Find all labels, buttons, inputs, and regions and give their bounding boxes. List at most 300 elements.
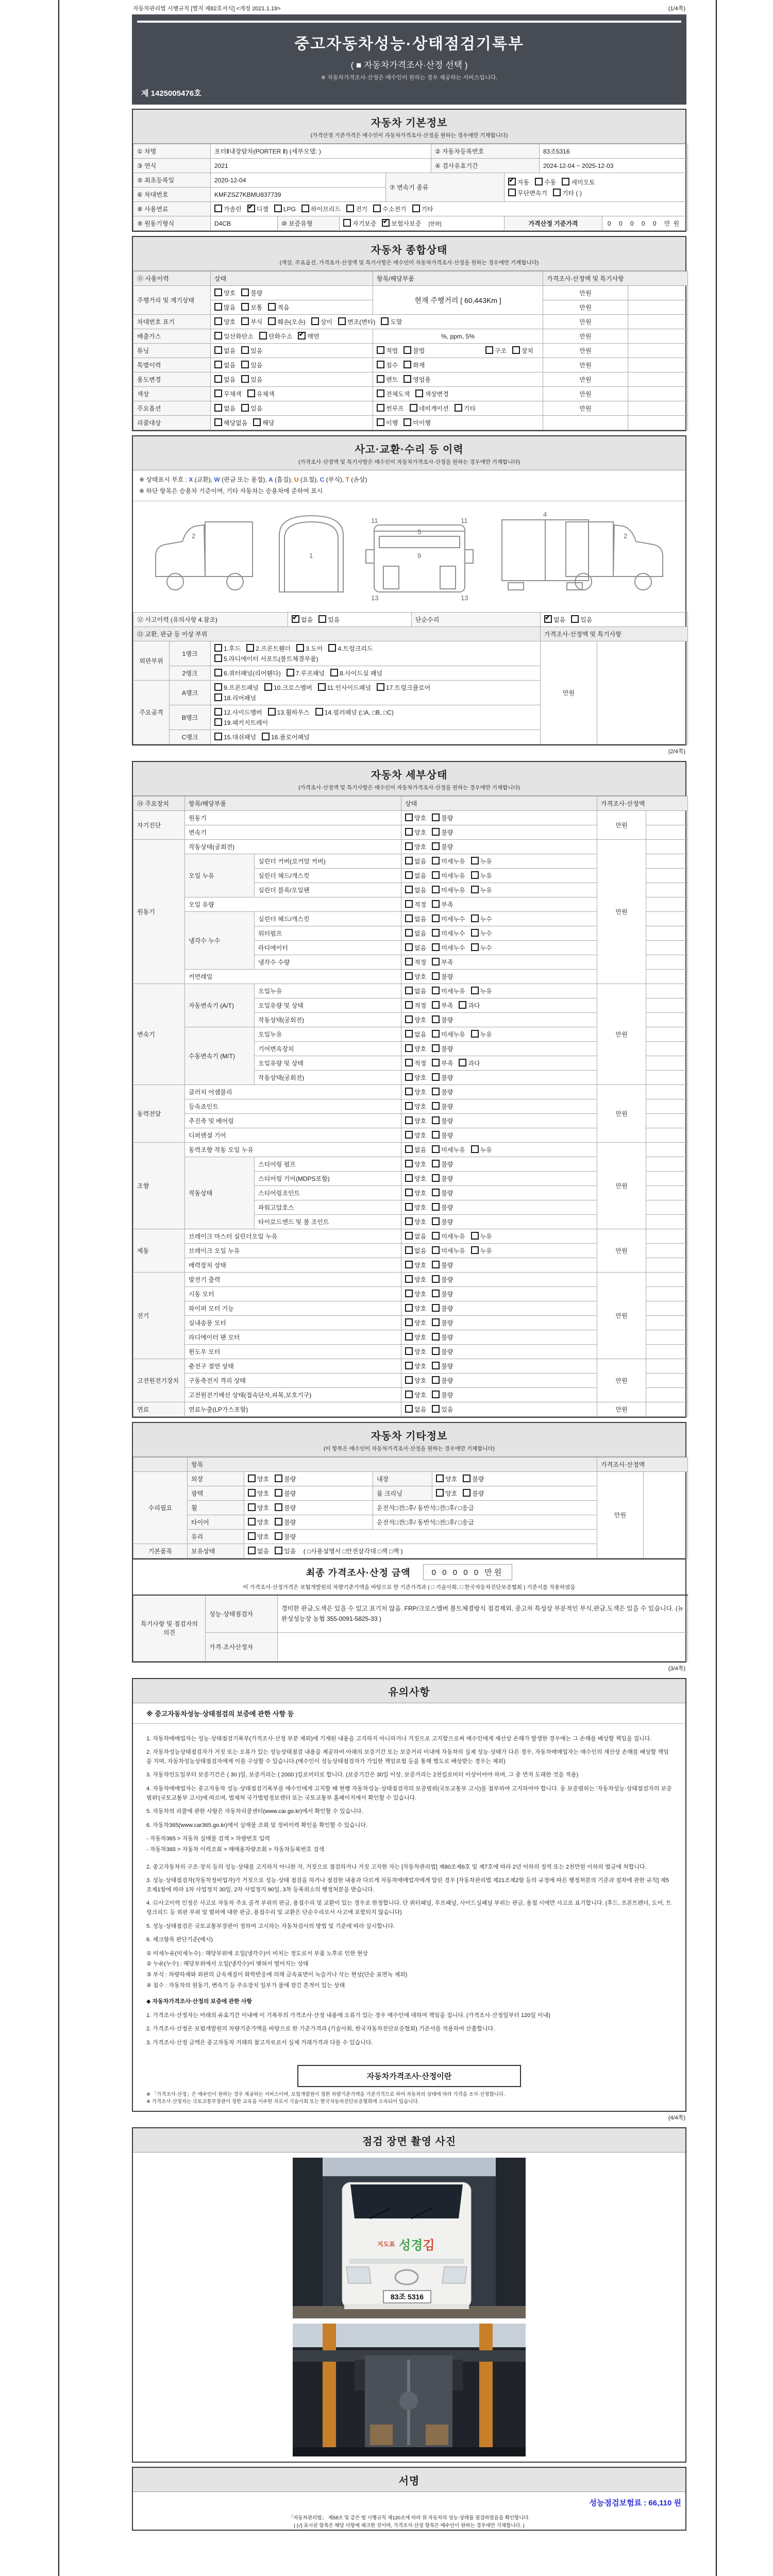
checkbox-없음[interactable]: [248, 1547, 256, 1554]
checkbox-부족[interactable]: [432, 958, 440, 965]
option-있음: [241, 361, 262, 369]
row-label: 고전원전기배선 상태(접속단자,피복,보호기구): [185, 1388, 401, 1402]
checkbox-불량[interactable]: [432, 972, 440, 980]
checkbox-5.라디에이터 서포트(볼트체결부품)[interactable]: [214, 654, 222, 662]
panel-frame-table: [133, 626, 688, 744]
checkbox-불량[interactable]: [432, 1261, 440, 1268]
checkbox-양호[interactable]: [214, 317, 222, 325]
checkbox-미세누수[interactable]: [432, 929, 440, 937]
checkbox-적정[interactable]: [405, 1001, 413, 1009]
checkbox-불량[interactable]: [463, 1489, 470, 1497]
notice-item: 2. 중고자동차의 구조·장치 등의 성능·상태를 고지하지 아니한 자, 거짓으로 점검하거나 거짓 고지한 자는 [자동차관리법] 제80조제6호 및 제7호에 따라 2년 이하의 징역 또는 2천만원 이하의 벌금에 처합니다.: [146, 1863, 647, 1870]
inspection-photo-front: [293, 2158, 526, 2318]
checkbox-무단변속기[interactable]: [508, 189, 516, 196]
checkbox-전체도색[interactable]: [377, 389, 384, 397]
option-label: 불량: [441, 1276, 453, 1284]
notice-item: 3. 자동차인도일부터 보증기간은 ( 30 )일, 보증거리는 ( 2000 )킬로미터로 합니다. (보증기간은 30일 이상, 보증거리는 2천킬로미터 이상이어야 하며, 그 중 먼저 도래한 것을 적용): [146, 1772, 579, 1778]
notice-item: 6. 체크항목 판단기준(예시): [146, 1937, 213, 1943]
checkbox-해당[interactable]: [253, 418, 261, 426]
checkbox-유채색[interactable]: [247, 389, 255, 397]
option-없음: [405, 914, 426, 923]
usage-change-detail: [373, 372, 543, 387]
checkbox-불량[interactable]: [432, 842, 440, 850]
checkbox-양호[interactable]: [405, 828, 413, 836]
checkbox-양호[interactable]: [405, 1362, 413, 1369]
checkbox-미세누유[interactable]: [432, 1246, 440, 1254]
option-없음: [405, 871, 426, 880]
checkbox-화재[interactable]: [404, 361, 411, 368]
checkbox-양호[interactable]: [248, 1489, 256, 1497]
row-options: [401, 955, 597, 970]
checkbox-있음[interactable]: [241, 346, 249, 354]
row-label: 냉각수 수량: [255, 955, 401, 970]
checkbox-11.인사이드패널[interactable]: [318, 683, 326, 691]
checkbox-미세누유[interactable]: [432, 987, 440, 994]
checkbox-없음[interactable]: [405, 914, 413, 922]
option-label: 양호: [414, 1132, 427, 1140]
checkbox-18.리어패널[interactable]: [214, 693, 222, 701]
row-options: [401, 1345, 597, 1359]
checkbox-불량[interactable]: [463, 1475, 470, 1482]
option-양호: [405, 1376, 426, 1385]
checkbox-불량[interactable]: [432, 1347, 440, 1355]
option-불량: [432, 972, 453, 981]
checkbox-누유[interactable]: [471, 1145, 479, 1153]
checkbox-양호[interactable]: [405, 1203, 413, 1211]
option-불량: [432, 1174, 453, 1183]
checkbox-미세누수[interactable]: [432, 914, 440, 922]
checkbox-누유[interactable]: [471, 886, 479, 893]
option-label: 양호: [257, 1519, 270, 1527]
note-cell: [628, 401, 688, 416]
notice-item: 6. 자동차365(www.car365.go.kr)에서 실매물 조회 및 정비이력 확인을 확인할 수 있습니다.: [146, 1822, 368, 1828]
checkbox-불량[interactable]: [241, 289, 249, 296]
checkbox-과다[interactable]: [459, 1001, 466, 1009]
checkbox-불량[interactable]: [432, 1189, 440, 1196]
option-label: 불량: [441, 1190, 453, 1197]
option-label: 양호: [257, 1476, 270, 1483]
row-options: [401, 1330, 597, 1345]
checkbox-없음[interactable]: [544, 615, 552, 623]
row-options: [401, 998, 597, 1013]
checkbox-불량[interactable]: [432, 1088, 440, 1095]
checkbox-양호[interactable]: [405, 1160, 413, 1167]
checkbox-양호[interactable]: [405, 972, 413, 980]
checkbox-누수[interactable]: [471, 943, 479, 951]
checkbox-없음[interactable]: [292, 615, 299, 623]
checkbox-없음[interactable]: [405, 1246, 413, 1254]
note-cell: [646, 1143, 688, 1157]
checkbox-렌트[interactable]: [377, 375, 384, 383]
option-미세누유: [432, 871, 465, 880]
checkbox-양호[interactable]: [248, 1518, 256, 1526]
checkbox-3.도어[interactable]: [296, 644, 304, 652]
checkbox-있음[interactable]: [241, 375, 249, 383]
checkbox-양호[interactable]: [436, 1489, 444, 1497]
option-15.대쉬패널: [214, 733, 256, 741]
checkbox-미세누유[interactable]: [432, 1145, 440, 1153]
option-label: 불량: [284, 1476, 296, 1483]
rank2-label: 2랭크: [170, 666, 211, 681]
checkbox-매연[interactable]: [298, 332, 306, 340]
checkbox-양호[interactable]: [405, 1333, 413, 1341]
checkbox-수동[interactable]: [535, 178, 543, 185]
checkbox-7.루프패널[interactable]: [287, 669, 294, 676]
option-label: 화재: [413, 362, 425, 369]
row-label: 연료누출(LP가스포함): [185, 1402, 401, 1417]
checkbox-영업용[interactable]: [404, 375, 411, 383]
checkbox-양호[interactable]: [405, 1217, 413, 1225]
checkbox-보험사보증[interactable]: [382, 219, 390, 227]
price-cell: 만원: [543, 358, 628, 372]
checkbox-13.휠하우스[interactable]: [268, 708, 276, 716]
option-label: 미세누유: [441, 858, 465, 866]
checkbox-이행[interactable]: [377, 418, 384, 426]
etc-header: [133, 1423, 685, 1457]
checkbox-양호[interactable]: [405, 1189, 413, 1196]
checkbox-변조(변타)[interactable]: [338, 317, 346, 325]
option-없음: [248, 1547, 269, 1555]
checkbox-양호[interactable]: [405, 1116, 413, 1124]
checkbox-불량[interactable]: [432, 1391, 440, 1398]
checkbox-도말[interactable]: [381, 317, 389, 325]
checkbox-누유[interactable]: [471, 1232, 479, 1240]
checkbox-4.트렁크리드[interactable]: [328, 644, 336, 652]
option-양호: [405, 1174, 426, 1183]
checkbox-적법[interactable]: [377, 346, 384, 354]
overall-h3: 항목/해당부품: [373, 272, 543, 286]
option-부족: [432, 958, 453, 967]
option-label: 양호: [414, 1334, 427, 1342]
checkbox-네비게이션[interactable]: [410, 404, 417, 412]
checkbox-있음[interactable]: [275, 1547, 282, 1554]
checkbox-훼손(오손)[interactable]: [268, 317, 276, 325]
sub-mt: 수동변속기 (M/T): [185, 1027, 255, 1085]
appraisal-note-1: ※ 「가격조사·산정」은 매수인이 원하는 경우 제공하는 서비스이며, 보험개발원이 정한 차량기준가액을 기준가격으로 하여 자동차의 상태에 따라 가격을 조사·산정합니다.: [146, 2091, 505, 2097]
option-label: 불량: [441, 1045, 453, 1053]
option-미세누유: [432, 1145, 465, 1154]
checkbox-있음[interactable]: [318, 615, 326, 623]
checkbox-있음[interactable]: [432, 1405, 440, 1413]
checkbox-과다[interactable]: [459, 1059, 466, 1066]
mileage-state-options: [211, 286, 373, 300]
option-label: 누수: [480, 944, 492, 952]
checkbox-기타 ( )[interactable]: [553, 189, 561, 196]
checkbox-미세누유[interactable]: [432, 1030, 440, 1038]
checkbox-색상변경[interactable]: [415, 389, 423, 397]
checkbox-양호[interactable]: [405, 1015, 413, 1023]
checkbox-가솔린[interactable]: [214, 205, 222, 212]
checkbox-불량[interactable]: [432, 1362, 440, 1369]
checkbox-불량[interactable]: [432, 1131, 440, 1139]
checkbox-불량[interactable]: [432, 1102, 440, 1110]
checkbox-미세누유[interactable]: [432, 1232, 440, 1240]
checkbox-부족[interactable]: [432, 1001, 440, 1009]
checkbox-썬루프[interactable]: [377, 404, 384, 412]
checkbox-6.쿼터패널(리어휀다)[interactable]: [214, 669, 222, 676]
checkbox-보통[interactable]: [241, 303, 249, 311]
option-label: 16.플로어패널: [271, 734, 310, 741]
option-label: 기타: [421, 206, 433, 213]
checkbox-부식[interactable]: [241, 317, 249, 325]
section-detail-condition: [132, 761, 686, 1418]
checkbox-양호[interactable]: [405, 1044, 413, 1052]
legend-segment: (부식),: [324, 476, 346, 483]
checkbox-디젤[interactable]: [247, 205, 255, 212]
current-mileage: 현재 주행거리 [ 60,443Km ]: [373, 286, 543, 315]
checkbox-불량[interactable]: [432, 1304, 440, 1312]
checkbox-기타[interactable]: [455, 404, 462, 412]
checkbox-불량[interactable]: [432, 1376, 440, 1384]
checkbox-불량[interactable]: [432, 1044, 440, 1052]
checkbox-양호[interactable]: [248, 1532, 256, 1540]
option-양호: [405, 972, 426, 981]
legend-segment: C: [320, 476, 325, 483]
checkbox-양호[interactable]: [405, 814, 413, 821]
option-label: 1.후드: [224, 645, 241, 653]
checkbox-누수[interactable]: [471, 914, 479, 922]
checkbox-10.크로스멤버[interactable]: [264, 683, 272, 691]
option-영업용: [404, 375, 431, 384]
legend-segment: (요철),: [298, 476, 320, 483]
option-불량: [432, 1203, 453, 1212]
option-14.필러패널 (□A, □B, □C): [315, 708, 394, 717]
checkbox-누유[interactable]: [471, 987, 479, 994]
note-cell: [646, 854, 688, 869]
checkbox-양호[interactable]: [405, 1376, 413, 1384]
notice-item: 5. 자동차의 리콜에 관한 사항은 자동차리콜센터(www.car.go.kr)에서 확인할 수 있습니다.: [146, 1808, 363, 1815]
checkbox-불량[interactable]: [432, 1160, 440, 1167]
note-cell: [644, 1472, 688, 1558]
checkbox-없음[interactable]: [405, 886, 413, 893]
checkbox-불량[interactable]: [275, 1518, 282, 1526]
row-options: [401, 1099, 597, 1114]
checkbox-없음[interactable]: [214, 361, 222, 368]
option-label: 없음: [414, 872, 427, 880]
checkbox-없음[interactable]: [405, 929, 413, 937]
final-price-label: 최종 가격조사·산정 금액: [306, 1567, 411, 1578]
checkbox-양호[interactable]: [214, 289, 222, 296]
checkbox-없음[interactable]: [405, 1145, 413, 1153]
checkbox-14.필러패널 (□A, □B, □C)[interactable]: [315, 708, 323, 716]
checkbox-9.프론트패널[interactable]: [214, 683, 222, 691]
checkbox-불량[interactable]: [432, 828, 440, 836]
checkbox-없음[interactable]: [405, 1405, 413, 1413]
checkbox-불량[interactable]: [275, 1503, 282, 1511]
checkbox-양호[interactable]: [405, 1131, 413, 1139]
option-양호: [405, 842, 426, 851]
note-cell: [646, 869, 688, 883]
checkbox-미이행[interactable]: [404, 418, 411, 426]
rankB-options: [211, 705, 541, 730]
checkbox-하이브리드[interactable]: [301, 205, 309, 212]
option-9.프론트패널: [214, 683, 259, 692]
option-부족: [432, 1059, 453, 1067]
checkbox-불량[interactable]: [432, 1116, 440, 1124]
checkbox-12.사이드멤버[interactable]: [214, 708, 222, 716]
checkbox-일산화탄소[interactable]: [214, 332, 222, 340]
checkbox-없음[interactable]: [214, 375, 222, 383]
checkbox-누유[interactable]: [471, 871, 479, 879]
checkbox-구조[interactable]: [485, 346, 493, 354]
option-label: 양호: [414, 843, 427, 851]
checkbox-미세누유[interactable]: [432, 857, 440, 865]
checkbox-불량[interactable]: [275, 1532, 282, 1540]
checkbox-탄화수소[interactable]: [259, 332, 267, 340]
checkbox-있음[interactable]: [571, 615, 579, 623]
checkbox-양호[interactable]: [405, 1391, 413, 1398]
checkbox-미세누유[interactable]: [432, 886, 440, 893]
checkbox-상이[interactable]: [311, 317, 319, 325]
option-label: 불량: [441, 1074, 453, 1082]
checkbox-양호[interactable]: [405, 1174, 413, 1182]
option-label: 17.트렁크플로어: [385, 684, 431, 692]
checkbox-없음[interactable]: [405, 987, 413, 994]
checkbox-없음[interactable]: [214, 346, 222, 354]
checkbox-있음[interactable]: [241, 404, 249, 412]
checkbox-누수[interactable]: [471, 929, 479, 937]
checkbox-양호[interactable]: [405, 1290, 413, 1297]
checkbox-15.대쉬패널[interactable]: [214, 733, 222, 740]
checkbox-양호[interactable]: [405, 1088, 413, 1095]
checkbox-적음[interactable]: [268, 303, 276, 311]
checkbox-미세누수[interactable]: [432, 943, 440, 951]
checkbox-양호[interactable]: [405, 1102, 413, 1110]
checkbox-불량[interactable]: [432, 1073, 440, 1081]
option-label: 매연: [307, 333, 320, 340]
checkbox-적정[interactable]: [405, 958, 413, 965]
checkbox-불량[interactable]: [432, 1217, 440, 1225]
checkbox-불량[interactable]: [432, 1333, 440, 1341]
note-cell: [646, 1388, 688, 1402]
section-photos: [132, 2127, 686, 2463]
checkbox-누유[interactable]: [471, 1246, 479, 1254]
checkbox-부족[interactable]: [432, 900, 440, 908]
checkbox-불량[interactable]: [275, 1475, 282, 1482]
checkbox-적정[interactable]: [405, 900, 413, 908]
accident-history-options: [288, 613, 412, 627]
checkbox-양호[interactable]: [248, 1503, 256, 1511]
note-cell: [628, 344, 688, 358]
checkbox-있음[interactable]: [241, 361, 249, 368]
checkbox-19.패키지트레이[interactable]: [214, 718, 222, 726]
checkbox-많음[interactable]: [214, 303, 222, 311]
checkbox-없음[interactable]: [405, 871, 413, 879]
option-label: 부족: [441, 901, 453, 909]
checkbox-LPG[interactable]: [274, 205, 282, 212]
option-label: 없음: [414, 887, 427, 894]
checkbox-부족[interactable]: [432, 1059, 440, 1066]
checkbox-불량[interactable]: [432, 814, 440, 821]
checkbox-불량[interactable]: [432, 1275, 440, 1283]
checkbox-불량[interactable]: [432, 1174, 440, 1182]
checkbox-17.트렁크플로어[interactable]: [377, 683, 384, 691]
option-기타: [412, 205, 433, 213]
checkbox-적정[interactable]: [405, 1059, 413, 1066]
checkbox-무채색[interactable]: [214, 389, 222, 397]
row-label: 윈도우 모터: [185, 1345, 401, 1359]
checkbox-기타[interactable]: [412, 205, 420, 212]
row-options: [401, 1114, 597, 1128]
checkbox-누유[interactable]: [471, 1030, 479, 1038]
checkbox-불법[interactable]: [404, 346, 411, 354]
option-적정: [405, 958, 426, 967]
checkbox-자동[interactable]: [508, 178, 516, 185]
fuel-label: ⑧ 사용연료: [133, 202, 211, 216]
vin-mark-label: 차대번호 표기: [133, 315, 211, 329]
checkbox-장치[interactable]: [512, 346, 520, 354]
option-16.플로어패널: [262, 733, 310, 741]
checkbox-자기보증[interactable]: [343, 219, 351, 227]
checkbox-양호[interactable]: [405, 1261, 413, 1268]
option-19.패키지트레이: [214, 718, 268, 727]
checkbox-1.후드[interactable]: [214, 644, 222, 652]
checkbox-전기[interactable]: [346, 205, 354, 212]
main-option-detail: [373, 401, 543, 416]
checkbox-불량[interactable]: [432, 1203, 440, 1211]
checkbox-양호[interactable]: [405, 842, 413, 850]
checkbox-양호[interactable]: [405, 1275, 413, 1283]
checkbox-불량[interactable]: [432, 1318, 440, 1326]
option-양호: [405, 1044, 426, 1053]
note-cell: [628, 300, 688, 315]
checkbox-해당없음[interactable]: [214, 418, 222, 426]
rank1-label: 1랭크: [170, 641, 211, 666]
checkbox-누유[interactable]: [471, 857, 479, 865]
option-label: 장치: [521, 347, 533, 354]
option-label: 없음: [224, 405, 236, 412]
checkbox-양호[interactable]: [405, 1318, 413, 1326]
checkbox-수소전기[interactable]: [373, 205, 381, 212]
option-하이브리드: [301, 205, 341, 213]
rankA-options: [211, 681, 541, 705]
checkbox-양호[interactable]: [436, 1475, 444, 1482]
checkbox-2.프론트휀더[interactable]: [246, 644, 254, 652]
overall-h1: ⑪ 사용이력: [133, 272, 211, 286]
checkbox-없음[interactable]: [405, 1030, 413, 1038]
wheel-label: 휠: [188, 1501, 244, 1515]
checkbox-양호[interactable]: [405, 1347, 413, 1355]
note-cell: [628, 372, 688, 387]
checkbox-양호[interactable]: [248, 1475, 256, 1482]
checkbox-없음[interactable]: [405, 857, 413, 865]
checkbox-없음[interactable]: [405, 1232, 413, 1240]
checkbox-8.사이드실 패널[interactable]: [330, 669, 338, 676]
option-label: 자기보증: [352, 220, 377, 227]
section-accident-history: [132, 435, 686, 745]
color-options: [211, 387, 373, 401]
checkbox-세미오토[interactable]: [562, 178, 569, 185]
checkbox-불량[interactable]: [432, 1290, 440, 1297]
option-label: 불량: [441, 1089, 453, 1096]
group-engine: 원동기: [133, 840, 185, 984]
note-cell: [646, 840, 688, 854]
checkbox-양호[interactable]: [405, 1304, 413, 1312]
checkbox-양호[interactable]: [405, 1073, 413, 1081]
price-cell: 만원: [543, 329, 628, 344]
checkbox-없음[interactable]: [214, 404, 222, 412]
checkbox-없음[interactable]: [405, 943, 413, 951]
notice-item: 3. 가격조사·산정 금액은 중고자동차 거래의 참고자료로서 실제 거래가격과 다를 수 있습니다.: [146, 2039, 373, 2046]
checkbox-미세누유[interactable]: [432, 871, 440, 879]
checkbox-16.플로어패널[interactable]: [262, 733, 270, 740]
checkbox-불량[interactable]: [275, 1489, 282, 1497]
checkbox-침수[interactable]: [377, 361, 384, 368]
checkbox-불량[interactable]: [432, 1015, 440, 1023]
option-훼손(오손): [268, 317, 305, 326]
accident-flag-table: [133, 612, 688, 627]
option-미세누유: [432, 1246, 465, 1255]
